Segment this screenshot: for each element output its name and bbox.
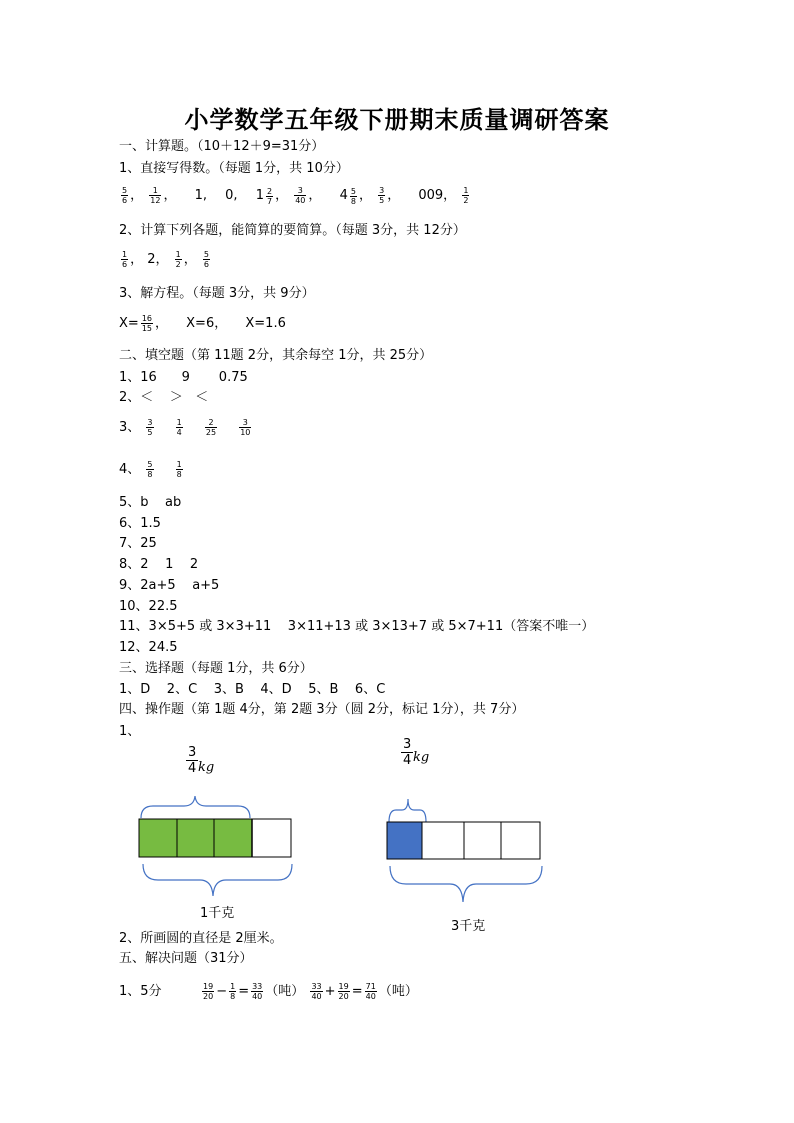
figure-1-label: 1千克 — [200, 906, 235, 921]
fraction: $\frac{3}{40}$ — [295, 186, 306, 205]
solve-q1-label: 1、5分 — [119, 984, 162, 999]
figure-1-bar — [139, 819, 291, 857]
solve-q1-work: $\frac{19}{20}$ − $\frac{1}{8}$ = $\frac{33}{40}$ （吨） $\frac{33}{40}$ + $\frac{19}{20}$ = $\frac{71}{40}$ （吨） — [203, 982, 418, 1001]
fill-answer-7: 7、25 — [119, 536, 157, 551]
q2-answers: $\frac{1}{6}$ ， 2， $\frac{1}{2}$ ， $\frac{5}{6}$ — [122, 250, 210, 269]
fraction: $\frac{1}{2}$ — [175, 250, 181, 269]
fraction: $\frac{33}{40}$ — [252, 982, 263, 1001]
choice-answers: 1、D 2、C 3、B 4、D 5、B 6、C — [119, 682, 386, 697]
figure-1-shaded-block — [139, 819, 252, 857]
fraction: $\frac{1}{8}$ — [176, 460, 182, 479]
fraction: $\frac{1}{2}$ — [463, 186, 469, 205]
figure-2-top-brace — [389, 799, 426, 822]
fraction: $\frac{2}{25}$ — [205, 418, 217, 437]
figure-2-fraction: 3 4 — [403, 737, 412, 768]
section-3-heading: 三、选择题（每题 1分，共 6分） — [119, 661, 313, 676]
operation-q2: 2、所画圆的直径是 2厘米。 — [119, 931, 283, 946]
fraction: $\frac{33}{40}$ — [311, 982, 322, 1001]
figure-1-unit: kg — [198, 760, 215, 775]
fill-answer-2: 2、＜ ＞ ＜ — [119, 390, 209, 405]
fraction: $\frac{19}{20}$ — [338, 982, 349, 1001]
section-2-heading: 二、填空题（第 11题 2分，其余每空 1分，共 25分） — [119, 348, 433, 363]
q1-heading: 1、直接写得数。（每题 1分，共 10分） — [119, 161, 349, 176]
fill-answer-6: 6、1.5 — [119, 516, 161, 531]
fill-answer-11: 11、3×5+5 或 3×3+11 3×11+13 或 3×13+7 或 5×7+11（答案不唯一） — [119, 619, 595, 634]
fraction: $\frac{1}{4}$ — [176, 418, 182, 437]
fill-answer-3: 3、 $\frac{3}{5}$ $\frac{1}{4}$ $\frac{2}{25}$ $\frac{3}{10}$ — [119, 418, 251, 437]
figure-2-shaded-block — [387, 822, 422, 859]
fraction: $\frac{3}{5}$ — [379, 186, 385, 205]
figure-1-top-brace — [141, 796, 250, 818]
fraction: $\frac{1}{12}$ — [150, 186, 161, 205]
fraction: $\frac{19}{20}$ — [203, 982, 214, 1001]
figure-1-fraction: 3 4 — [188, 745, 197, 776]
mixed-number: 1 $\frac{2}{7}$ — [255, 186, 273, 206]
fraction: $\frac{1}{6}$ — [122, 250, 128, 269]
section-5-heading: 五、解决问题（31分） — [119, 951, 253, 966]
fill-answer-10: 10、22.5 — [119, 599, 178, 614]
fraction: $\frac{5}{6}$ — [203, 250, 210, 269]
fraction: $\frac{3}{10}$ — [240, 418, 251, 437]
fill-answer-12: 12、24.5 — [119, 640, 178, 655]
fraction: $\frac{71}{40}$ — [365, 982, 376, 1001]
fraction: $\frac{16}{15}$ — [141, 314, 152, 333]
figure-2-unit: kg — [413, 750, 430, 765]
fill-answer-4: 4、 $\frac{5}{8}$ $\frac{1}{8}$ — [119, 460, 182, 479]
figure-2-label: 3千克 — [451, 919, 486, 934]
figure-2-bottom-brace — [390, 866, 542, 902]
fraction: $\frac{3}{5}$ — [147, 418, 153, 437]
operation-q1-label: 1、 — [119, 724, 141, 739]
fill-answer-1: 1、16 9 0.75 — [119, 370, 248, 385]
fill-answer-5: 5、b ab — [119, 495, 182, 510]
q3-heading: 3、解方程。（每题 3分，共 9分） — [119, 286, 315, 301]
section-4-heading: 四、操作题（第 1题 4分，第 2题 3分（圆 2分，标记 1分），共 7分） — [119, 702, 525, 717]
page-title: 小学数学五年级下册期末质量调研答案 — [184, 105, 610, 134]
q2-heading: 2、计算下列各题，能简算的要简算。（每题 3分，共 12分） — [119, 223, 466, 238]
figure-2-bar — [387, 822, 540, 859]
mixed-number: 4 $\frac{5}{8}$ — [339, 186, 356, 206]
section-1-heading: 一、计算题。（10＋12＋9=31分） — [119, 139, 325, 154]
q1-answers: $\frac{5}{6}$ ， $\frac{1}{12}$ ， 1, 0, 1 $\frac{2}{7}$ ， $\frac{3}{40}$ ， 4 $\frac{5}{8}$ ， $\frac{3}{5}$ ， 009， $\frac{1}{2}$ — [122, 186, 469, 206]
fraction: $\frac{5}{8}$ — [147, 460, 153, 479]
fraction: $\frac{5}{6}$ — [122, 186, 128, 205]
figure-1-bottom-brace — [143, 864, 292, 896]
q3-answers: X= $\frac{16}{15}$ ， X=6， X=1.6 — [119, 314, 286, 333]
fill-answer-8: 8、2 1 2 — [119, 557, 199, 572]
fraction: $\frac{1}{8}$ — [230, 982, 236, 1001]
fill-answer-9: 9、2a+5 a+5 — [119, 578, 220, 593]
